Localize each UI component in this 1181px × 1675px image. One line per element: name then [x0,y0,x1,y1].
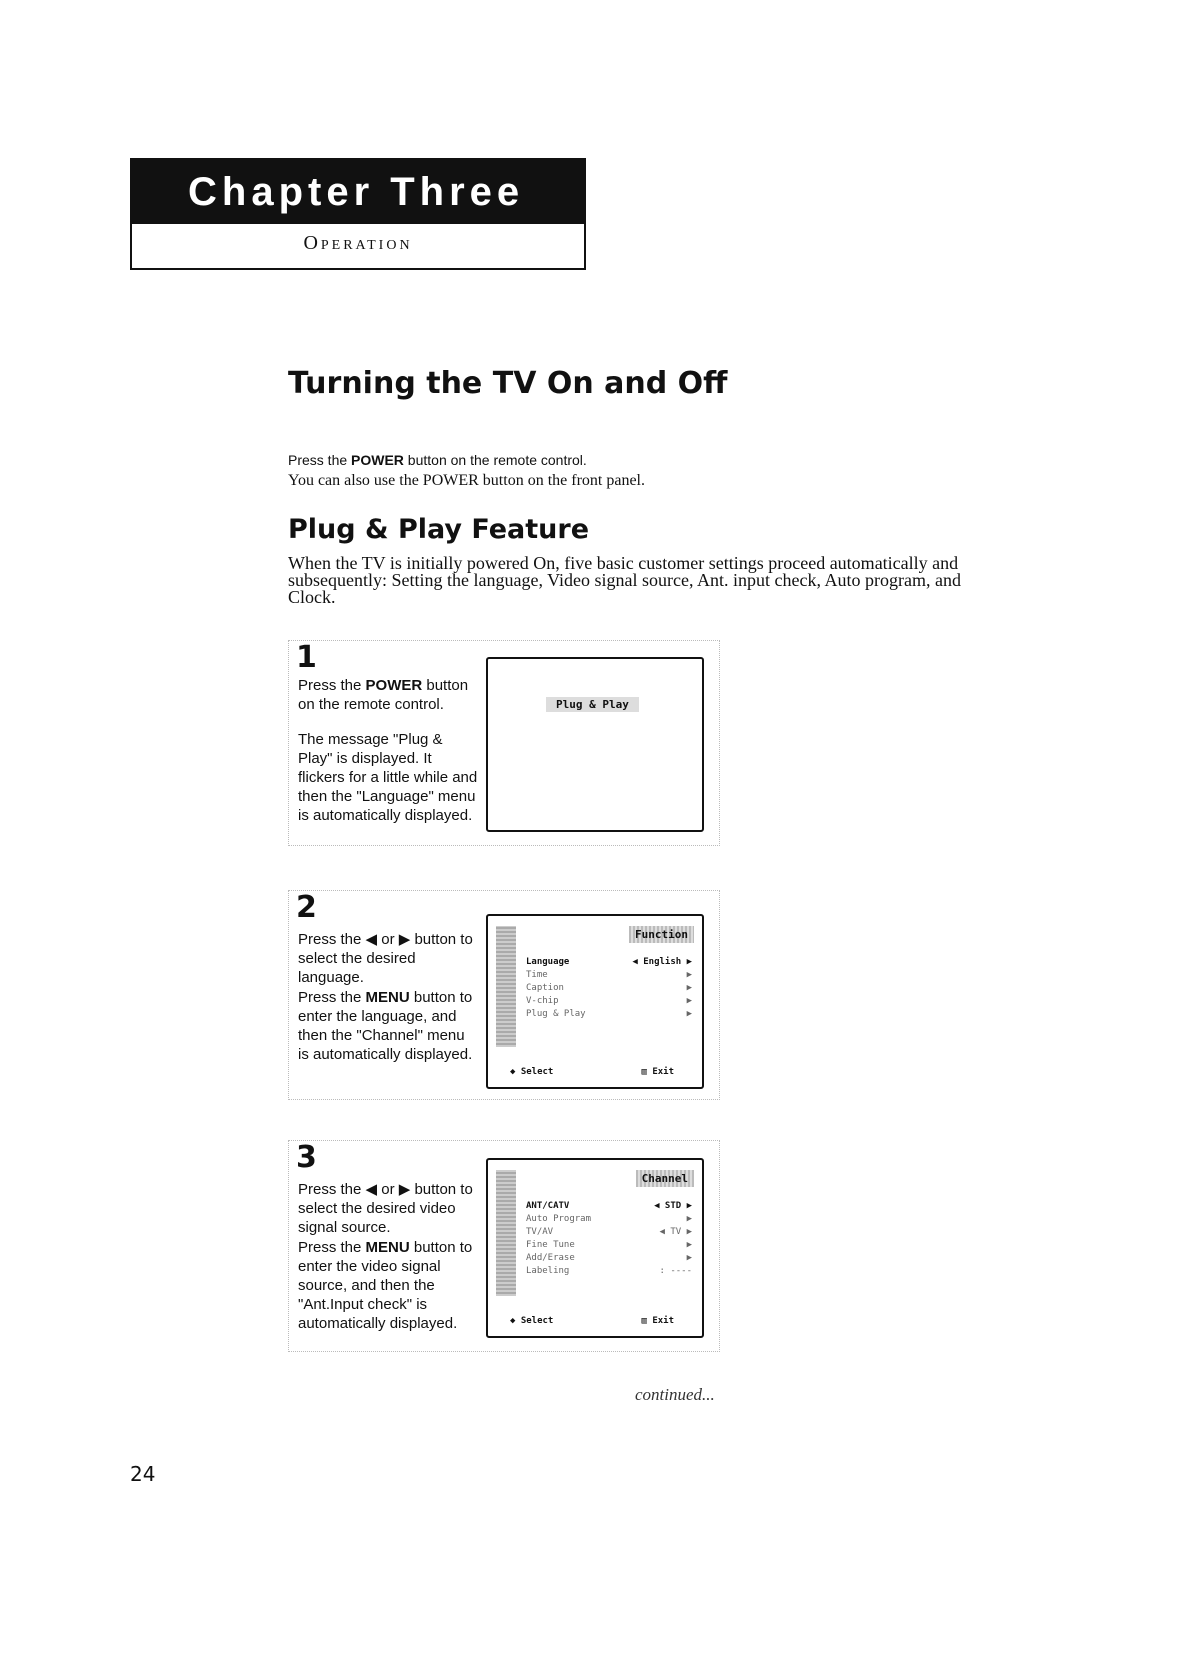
chapter-subtitle: Operation [303,232,413,254]
heading-turning-on-off: Turning the TV On and Off [288,366,728,401]
step-2-text-post: button to enter the language, and then the "Channel" menu is automatically displayed. [298,989,473,1063]
menu-icon-strip [496,926,516,1047]
menu-row-caption [526,982,692,995]
tv-screen-plug-and-play [486,657,704,832]
step-1-text-bold: POWER [365,677,423,694]
step-3-text-a: Press the ◀ or ▶ button to select the desired video signal source. [298,1181,473,1236]
power-instruction [288,452,587,468]
select-hint: ◆ Select [510,1316,554,1326]
menu-row-key: Labeling [526,1266,570,1276]
menu-row-value: ▶ [686,1253,692,1263]
menu-row-add-erase [526,1252,692,1265]
tv-screen-channel-menu [486,1158,704,1338]
step-1-text-pre: Press the [298,677,366,694]
step-1-number: 1 [296,640,317,675]
step-1-text-a [298,676,478,714]
menu-row-value: ◀ STD ▶ [654,1201,692,1211]
menu-row-key: Add/Erase [526,1253,575,1263]
power-instruction-pre: Press the [288,452,352,468]
step-2-text-bold: MENU [365,989,410,1006]
menu-row-value: ▶ [686,970,692,980]
menu-row-ant-catv [526,1200,692,1213]
front-panel-note: You can also use the POWER button on the front panel. [288,472,645,489]
step-3-number: 3 [296,1140,317,1175]
menu-row-key: Time [526,970,548,980]
step-2 [288,890,720,1100]
menu-row-time [526,969,692,982]
step-3-text-pre: Press the [298,1239,366,1256]
menu-row-value: ▶ [686,1240,692,1250]
menu-row-value: ▶ [686,1009,692,1019]
function-menu-items [526,956,692,1021]
step-3-text-b [298,1238,478,1333]
step-1 [288,640,720,846]
step-1-text-post: button on the remote control. [298,677,469,713]
menu-row-labeling [526,1265,692,1278]
menu-row-fine-tune [526,1239,692,1252]
menu-row-key: V-chip [526,996,559,1006]
plug-and-play-intro: When the TV is initially powered On, five basic customer settings proceed automatically and subsequently: Setting the language, Video signal source, Ant. input check, Auto program, and Clock. [288,553,961,607]
menu-row-value: ◀ TV ▶ [659,1227,692,1237]
power-instruction-post: button on the remote control. [403,452,587,468]
heading-plug-and-play: Plug & Play Feature [288,514,590,545]
step-3 [288,1140,720,1352]
menu-row-value: ◀ English ▶ [632,957,692,967]
menu-row-key: TV/AV [526,1227,554,1237]
menu-row-key: Caption [526,983,564,993]
menu-row-plug-and-play [526,1008,692,1021]
menu-row-key: Language [526,957,570,967]
menu-row-auto-program [526,1213,692,1226]
step-1-text-b: The message "Plug & Play" is displayed. It flickers for a little while and then the "Language" menu is automatically displayed. [298,731,478,824]
step-2-number: 2 [296,890,317,925]
chapter-title: Chapter Three [132,160,584,224]
channel-menu-title: Channel [636,1170,694,1187]
page-number: 24 [130,1462,156,1486]
menu-footer [510,1067,674,1077]
exit-hint: ▥ Exit [641,1067,674,1077]
step-2-text-a: Press the ◀ or ▶ button to select the desired language. [298,931,473,986]
menu-row-key: Plug & Play [526,1009,586,1019]
channel-menu-items [526,1200,692,1278]
menu-icon-strip [496,1170,516,1296]
step-2-text-pre: Press the [298,989,366,1006]
menu-row-value: ▶ [686,983,692,993]
tv-screen-function-menu [486,914,704,1089]
continued-note: continued... [635,1385,715,1404]
step-3-text-post: button to enter the video signal source, and then the "Ant.Input check" is automatically displayed. [298,1239,473,1332]
menu-row-value: ▶ [686,996,692,1006]
menu-row-value: : ---- [659,1266,692,1276]
menu-row-key: Fine Tune [526,1240,575,1250]
plug-and-play-banner: Plug & Play [546,697,639,712]
menu-row-vchip [526,995,692,1008]
function-menu-title: Function [629,926,694,943]
menu-row-tv-av [526,1226,692,1239]
step-2-text-b [298,988,478,1064]
menu-row-value: ▶ [686,1214,692,1224]
menu-row-key: Auto Program [526,1214,592,1224]
menu-footer [510,1316,674,1326]
chapter-header [130,158,586,270]
menu-row-language [526,956,692,969]
exit-hint: ▥ Exit [641,1316,674,1326]
select-hint: ◆ Select [510,1067,554,1077]
step-3-text-bold: MENU [365,1239,410,1256]
power-instruction-bold: POWER [351,452,404,468]
menu-row-key: ANT/CATV [526,1201,570,1211]
